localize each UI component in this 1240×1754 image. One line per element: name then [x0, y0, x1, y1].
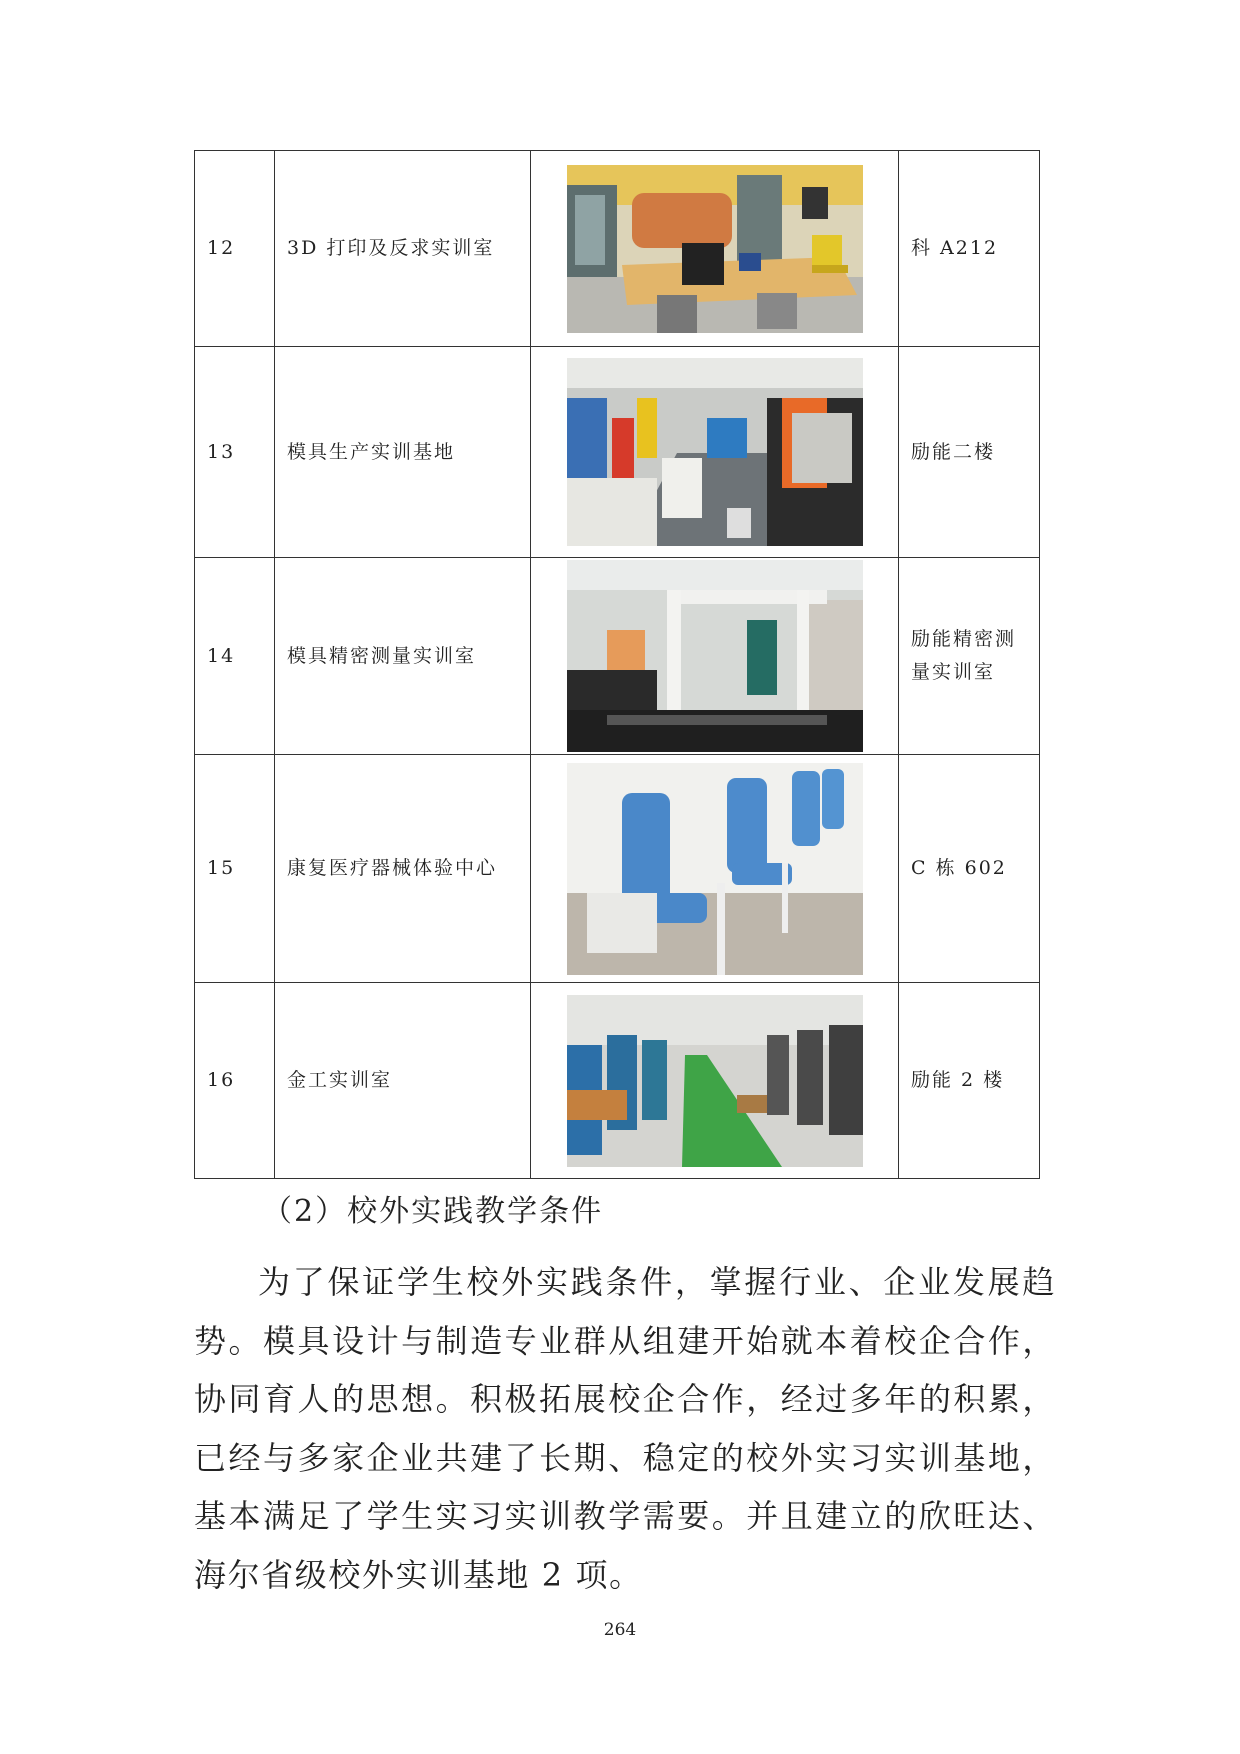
lab-photo-image	[567, 763, 863, 975]
table-row	[195, 151, 1040, 347]
lab-location: 科 A212	[899, 151, 1040, 347]
lab-table	[194, 150, 1040, 1179]
lab-photo-image	[567, 165, 863, 333]
lab-name: 康复医疗器械体验中心	[275, 755, 531, 983]
lab-photo-image	[567, 358, 863, 546]
lab-location: 励能 2 楼	[899, 983, 1040, 1179]
lab-location: 励能二楼	[899, 347, 1040, 558]
lab-photo	[531, 755, 899, 983]
row-number: 15	[195, 755, 275, 983]
row-number: 13	[195, 347, 275, 558]
lab-location: C 栋 602	[899, 755, 1040, 983]
lab-photo-image	[567, 995, 863, 1167]
lab-photo	[531, 151, 899, 347]
lab-location: 励能精密测量实训室	[899, 558, 1040, 755]
table-row	[195, 558, 1040, 755]
lab-photo	[531, 347, 899, 558]
row-number: 16	[195, 983, 275, 1179]
lab-name: 3D 打印及反求实训室	[275, 151, 531, 347]
lab-photo	[531, 983, 899, 1179]
table-row	[195, 983, 1040, 1179]
lab-name: 模具精密测量实训室	[275, 558, 531, 755]
lab-photo	[531, 558, 899, 755]
body-paragraph: 为了保证学生校外实践条件，掌握行业、企业发展趋势。模具设计与制造专业群从组建开始就本着校企合作，协同育人的思想。积极拓展校企合作，经过多年的积累，已经与多家企业共建了长期、稳定的校外实习实训基地，基本满足了学生实习实训教学需要。并且建立的欣旺达、海尔省级校外实训基地 2 项。	[194, 1263, 1056, 1594]
row-number: 14	[195, 558, 275, 755]
lab-name: 金工实训室	[275, 983, 531, 1179]
lab-name: 模具生产实训基地	[275, 347, 531, 558]
row-number: 12	[195, 151, 275, 347]
table-row	[195, 347, 1040, 558]
section-heading: （2）校外实践教学条件	[262, 1194, 604, 1229]
page-number: 264	[603, 1620, 637, 1640]
lab-photo-image	[567, 560, 863, 752]
table-row	[195, 755, 1040, 983]
